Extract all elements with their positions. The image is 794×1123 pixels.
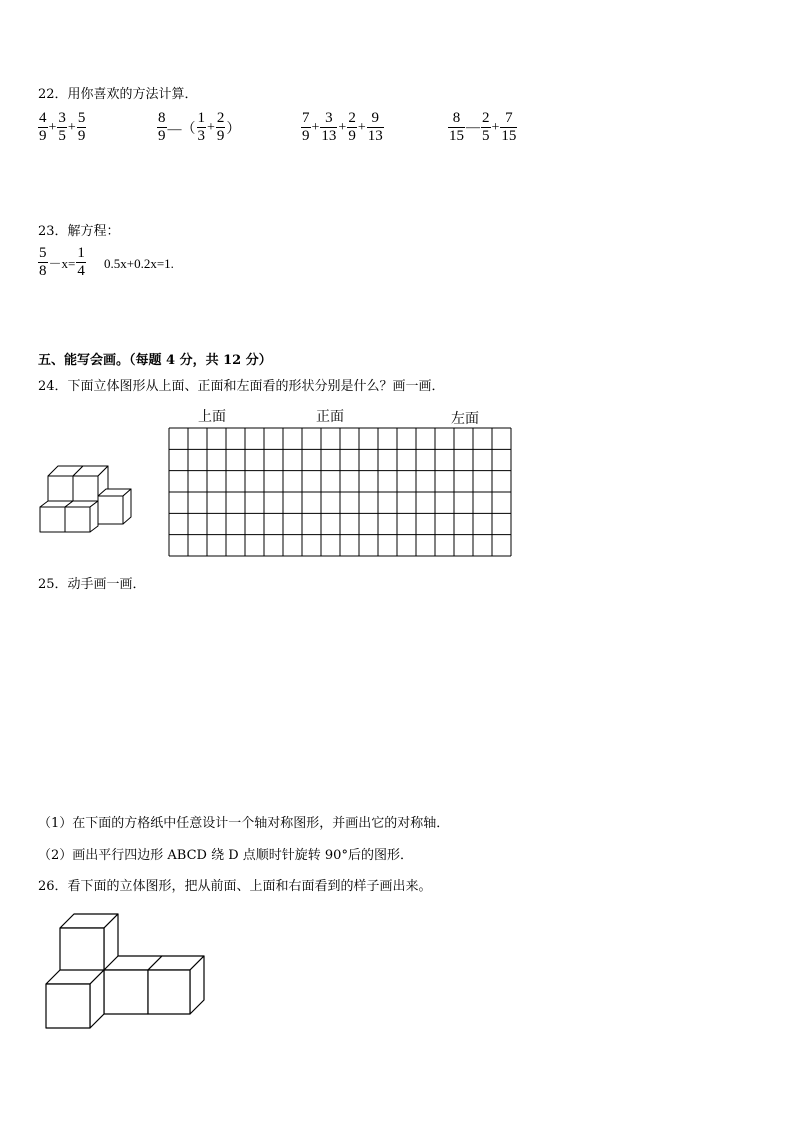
section-5-heading: 五、能写会画。（每题 4 分，共 12 分）: [38, 353, 272, 368]
q25-part-1: （1）在下面的方格纸中任意设计一个轴对称图形，并画出它的对称轴．: [38, 816, 450, 831]
fraction: $\frac{4}{9}$: [39, 110, 47, 144]
q26-cube-figure: [40, 908, 210, 1032]
label-left-view: 左面: [451, 411, 479, 427]
fraction: $\frac{9}{13}$: [367, 110, 383, 144]
fraction: $\frac{5}{9}$: [77, 110, 86, 144]
q22-expr-2: $\frac{8}{9}$ —（ $\frac{1}{3}$ + $\frac{2}{9}$ ）: [158, 110, 241, 144]
fraction: $\frac{7}{9}$: [302, 110, 310, 144]
q22-expr-4: $\frac{8}{15}$ — $\frac{2}{5}$ + $\frac{7}{15}$: [449, 110, 517, 144]
fraction: $\frac{5}{8}$: [39, 245, 47, 279]
q23-equation-1: $\frac{5}{8}$ －x= $\frac{1}{4}$: [39, 245, 85, 279]
fraction: $\frac{3}{5}$: [58, 110, 66, 144]
q24-title: 24．下面立体图形从上面、正面和左面看的形状分别是什么？画一画．: [38, 379, 445, 394]
q25-part-2: （2）画出平行四边形 ABCD 绕 D 点顺时针旋转 90°后的图形．: [38, 848, 413, 863]
q25-title: 25．动手画一画．: [38, 577, 146, 592]
q23-title: 23．解方程：: [38, 224, 120, 239]
fraction: $\frac{7}{15}$: [501, 110, 517, 144]
fraction: $\frac{2}{9}$: [216, 110, 225, 144]
q22-expr-3: $\frac{7}{9}$ + $\frac{3}{13}$ + $\frac{2}{9}$ + $\frac{9}{13}$: [302, 110, 383, 144]
fraction: $\frac{1}{3}$: [197, 110, 205, 144]
fraction: $\frac{8}{9}$: [158, 110, 166, 144]
fraction: $\frac{2}{9}$: [348, 110, 356, 144]
q22-title: 22．用你喜欢的方法计算．: [38, 87, 198, 102]
q23-equation-2: 0.5x+0.2x=1.: [104, 256, 174, 271]
q24-grid: [168, 427, 513, 558]
fraction: $\frac{8}{15}$: [449, 110, 464, 144]
fraction: $\frac{3}{13}$: [321, 110, 337, 144]
label-top-view: 上面: [198, 409, 226, 425]
fraction: $\frac{2}{5}$: [482, 110, 490, 144]
q24-cube-figure: [36, 462, 136, 538]
fraction: $\frac{1}{4}$: [77, 245, 85, 279]
label-front-view: 正面: [316, 409, 344, 425]
q22-expr-1: $\frac{4}{9}$ + $\frac{3}{5}$ + $\frac{5}{9}$: [39, 110, 86, 144]
q26-title: 26．看下面的立体图形，把从前面、上面和右面看到的样子画出来。: [38, 879, 432, 894]
